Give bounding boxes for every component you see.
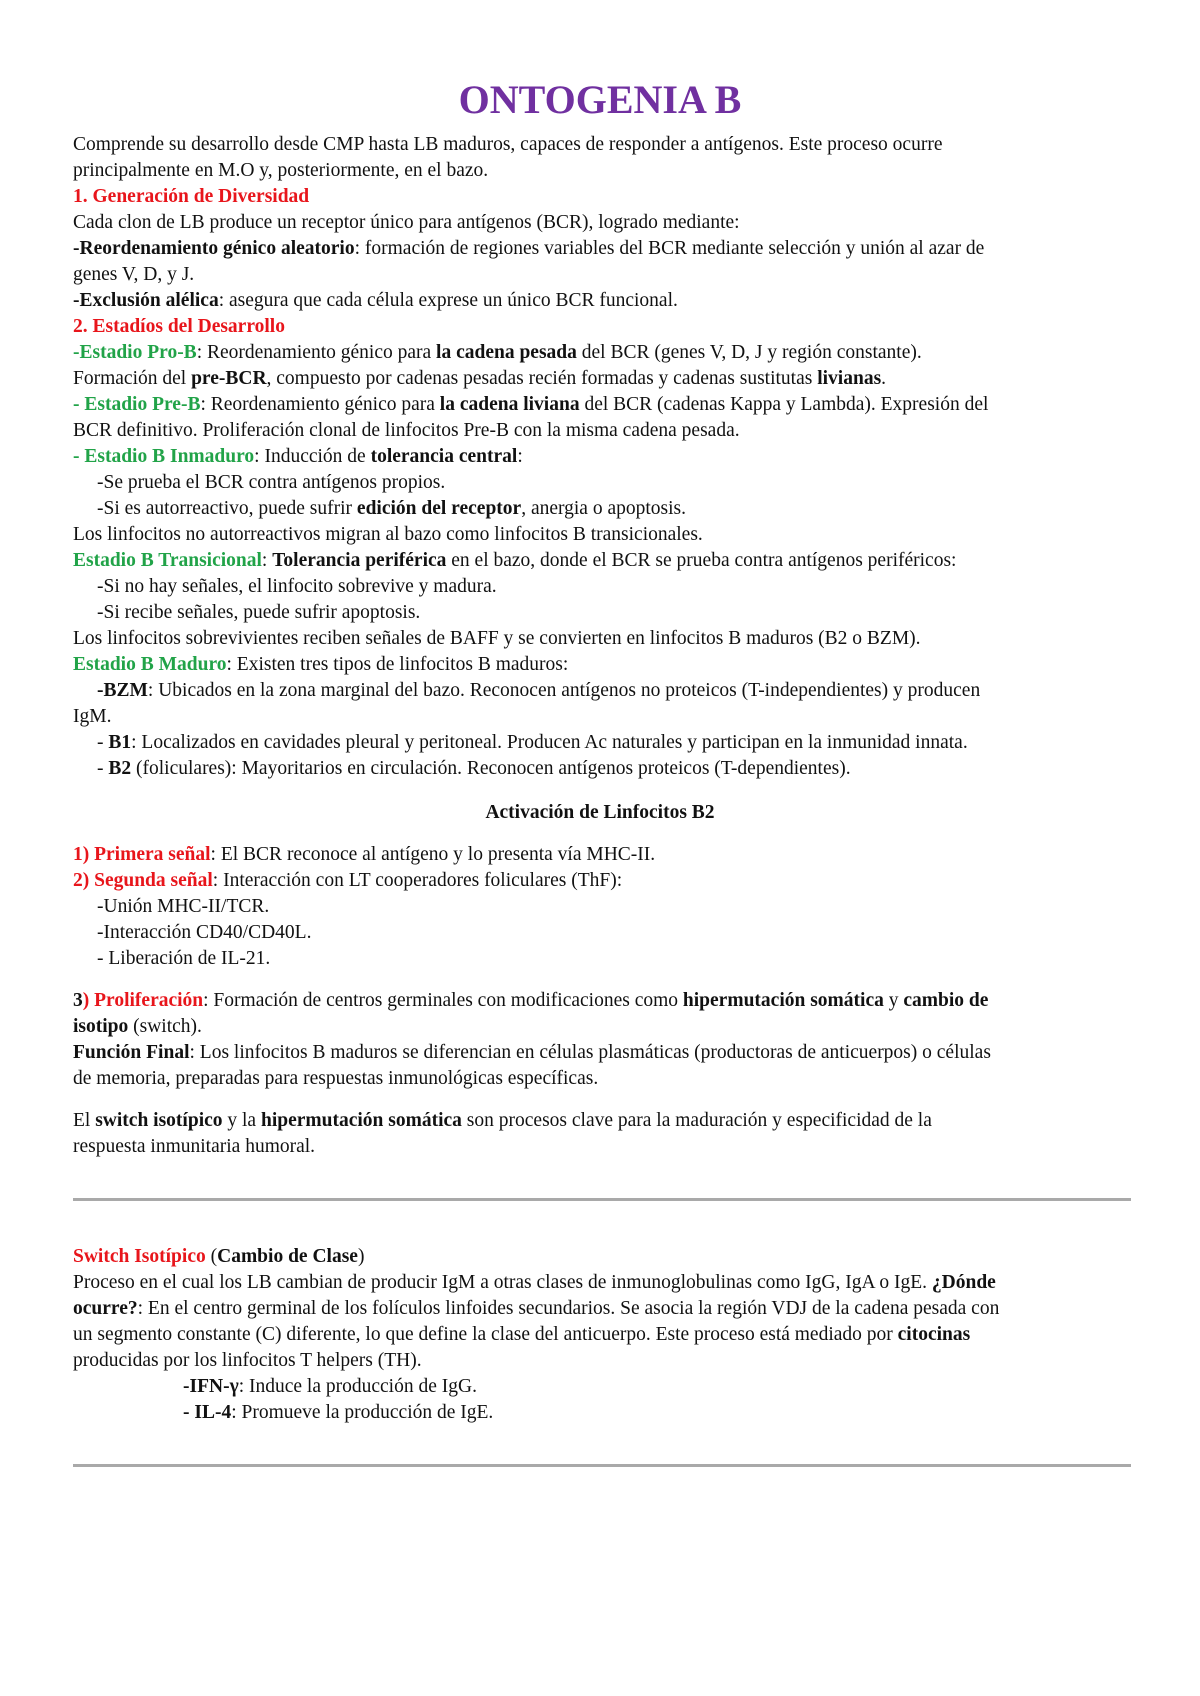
first-signal-text: : El BCR reconoce al antígeno y lo presenta vía MHC-II. (210, 844, 656, 865)
bzm-term: -BZM (97, 680, 148, 701)
livianas-term: livianas (817, 368, 882, 389)
mature-label: Estadio B Maduro (73, 654, 227, 675)
pre-bcr-text-3: . (881, 368, 887, 389)
immature-sub-1: -Se prueba el BCR contra antígenos propios. (97, 472, 446, 493)
il4-line (183, 1400, 493, 1426)
exclusion-term: -Exclusión alélica (73, 290, 219, 311)
first-signal-label: 1) Primera señal (73, 844, 211, 865)
ifn-line (183, 1374, 477, 1400)
diversity-line-1: Cada clon de LB produce un receptor único para antígenos (BCR), logrado mediante: (73, 212, 740, 233)
transitional-line (73, 548, 956, 574)
switch-line-1 (73, 1270, 996, 1296)
proliferation-text-1: : Formación de centros germinales con modificaciones como (203, 990, 683, 1011)
proliferation-line (73, 988, 988, 1014)
class-change-heading: Cambio de Clase (217, 1246, 358, 1267)
pro-b-dash: - (73, 342, 80, 363)
final-function-line (73, 1040, 991, 1066)
switch-paren-open: ( (205, 1246, 218, 1267)
proliferation-label: ) Proliferación (82, 990, 204, 1011)
intro-line-1: Comprende su desarrollo desde CMP hasta LB maduros, capaces de responder a antígenos. Este proceso ocurre (73, 134, 943, 155)
second-signal-text: : Interacción con LT cooperadores foliculares (ThF): (212, 870, 623, 891)
activation-heading (0, 800, 1200, 826)
proliferation-text-3: (switch). (128, 1016, 202, 1037)
final-function-text: : Los linfocitos B maduros se diferencian en células plasmáticas (productoras de anticuerpos) o células (189, 1042, 991, 1063)
pre-b-term: la cadena liviana (439, 394, 580, 415)
horizontal-rule-2 (73, 1464, 1131, 1467)
peripheral-tolerance-term: Tolerancia periférica (272, 550, 447, 571)
pro-b-line (73, 340, 922, 366)
switch-paren-close: ) (357, 1246, 365, 1267)
switch-heading (73, 1244, 364, 1270)
bzm-line (97, 678, 980, 704)
proliferation-number: 3 (73, 990, 83, 1011)
mature-line (73, 652, 568, 678)
pre-bcr-line (73, 366, 886, 392)
b2-dash: - (97, 758, 109, 779)
first-signal-line (73, 842, 655, 868)
second-signal-sub-1: -Unión MHC-II/TCR. (97, 896, 270, 917)
immature-text-2: : (517, 446, 523, 467)
central-tolerance-term: tolerancia central (370, 446, 518, 467)
bzm-line-2: IgM. (73, 706, 112, 727)
switch-line-2-text: : En el centro germinal de los folículos linfoides secundarios. Se asocia la región VDJ de la cadena pesada con (137, 1298, 1000, 1319)
switch-term: switch isotípico (95, 1110, 223, 1131)
pro-b-text-1: : Reordenamiento génico para (196, 342, 437, 363)
b2-term: B2 (108, 758, 132, 779)
second-signal-sub-3: - Liberación de IL-21. (97, 948, 271, 969)
reordering-line-2: genes V, D, y J. (73, 264, 195, 285)
immature-text-1: : Inducción de (254, 446, 371, 467)
immature-label: Estadio B Inmaduro (84, 446, 255, 467)
switch-line-1-text: Proceso en el cual los LB cambian de producir IgM a otras clases de inmunoglobulinas como IgG, IgA o IgE. (73, 1272, 932, 1293)
pre-b-label: - Estadio Pre-B (73, 394, 201, 415)
reordering-line (73, 236, 984, 262)
second-signal-line (73, 868, 622, 894)
section-heading-diversity: 1. Generación de Diversidad (73, 186, 310, 207)
bzm-text: : Ubicados en la zona marginal del bazo. Reconocen antígenos no proteicos (T-independientes) y producen (147, 680, 981, 701)
pro-b-label: Estadio Pro-B (79, 342, 197, 363)
immature-sub-2 (97, 496, 686, 522)
switch-line-4: producidas por los linfocitos T helpers (TH). (73, 1350, 422, 1371)
immature-sub-2-text-2: , anergia o apoptosis. (521, 498, 687, 519)
conclusion-line (73, 1108, 932, 1134)
il4-text: : Promueve la producción de IgE. (231, 1402, 494, 1423)
mature-text: : Existen tres tipos de linfocitos B maduros: (226, 654, 569, 675)
where-term: ¿Dónde (931, 1272, 996, 1293)
reordering-text: : formación de regiones variables del BCR mediante selección y unión al azar de (354, 238, 985, 259)
pre-bcr-term: pre-BCR (191, 368, 267, 389)
pro-b-text-2: del BCR (genes V, D, J y región constante). (576, 342, 922, 363)
transitional-sub-2: -Si recibe señales, puede sufrir apoptosis. (97, 602, 421, 623)
isotype-term: isotipo (73, 1016, 129, 1037)
transitional-text-1: : (261, 550, 273, 571)
second-signal-label: 2) Segunda señal (73, 870, 213, 891)
receptor-editing-term: edición del receptor (356, 498, 522, 519)
conclusion-line-2: respuesta inmunitaria humoral. (73, 1136, 316, 1157)
b1-text: : Localizados en cavidades pleural y peritoneal. Producen Ac naturales y participan en la inmunidad innata. (131, 732, 968, 753)
immature-line (73, 444, 523, 470)
somatic-hypermutation-term: hipermutación somática (260, 1110, 462, 1131)
reordering-term: -Reordenamiento génico aleatorio (73, 238, 355, 259)
final-function-line-2: de memoria, preparadas para respuestas inmunológicas específicas. (73, 1068, 599, 1089)
conclusion-text-3: son procesos clave para la maduración y especificidad de la (461, 1110, 932, 1131)
proliferation-text-2: y (883, 990, 904, 1011)
switch-line-3 (73, 1322, 970, 1348)
switch-line-2 (73, 1296, 999, 1322)
cytokines-term: citocinas (897, 1324, 971, 1345)
pre-b-line-2: BCR definitivo. Proliferación clonal de linfocitos Pre-B con la misma cadena pesada. (73, 420, 740, 441)
intro-line-2: principalmente en M.O y, posteriormente, en el bazo. (73, 160, 489, 181)
activation-heading-text: Activación de Linfocitos B2 (485, 802, 715, 823)
proliferation-line-2 (73, 1014, 202, 1040)
pre-bcr-text-2: , compuesto por cadenas pesadas recién formadas y cadenas sustitutas (266, 368, 818, 389)
switch-label: Switch Isotípico (73, 1246, 206, 1267)
b2-line (97, 756, 851, 782)
final-function-term: Función Final (73, 1042, 190, 1063)
section-heading-stages: 2. Estadíos del Desarrollo (73, 316, 285, 337)
document-title: ONTOGENIA B (458, 77, 742, 122)
b1-term: B1 (108, 732, 132, 753)
pre-b-line (73, 392, 988, 418)
b2-text: (foliculares): Mayoritarios en circulación. Reconocen antígenos proteicos (T-dependientes). (131, 758, 851, 779)
exclusion-text: : asegura que cada célula exprese un único BCR funcional. (218, 290, 678, 311)
class-change-term: cambio de (903, 990, 989, 1011)
b1-line (97, 730, 968, 756)
transitional-after: Los linfocitos sobrevivientes reciben señales de BAFF y se convierten en linfocitos B maduros (B2 o BZM). (73, 628, 921, 649)
conclusion-text-2: y la (222, 1110, 261, 1131)
conclusion-text-1: El (73, 1110, 96, 1131)
pre-b-text-2: del BCR (cadenas Kappa y Lambda). Expresión del (579, 394, 989, 415)
il4-term: - IL-4 (183, 1402, 232, 1423)
immature-sub-2-text-1: -Si es autorreactivo, puede sufrir (97, 498, 357, 519)
immature-dash: - (73, 446, 85, 467)
occurs-term: ocurre? (73, 1298, 138, 1319)
transitional-sub-1: -Si no hay señales, el linfocito sobrevive y madura. (97, 576, 497, 597)
pre-bcr-text-1: Formación del (73, 368, 192, 389)
transitional-text-2: en el bazo, donde el BCR se prueba contra antígenos periféricos: (446, 550, 957, 571)
pre-b-text-1: : Reordenamiento génico para (200, 394, 440, 415)
b1-dash: - (97, 732, 109, 753)
second-signal-sub-2: -Interacción CD40/CD40L. (97, 922, 312, 943)
ifn-term: -IFN-γ (183, 1376, 239, 1397)
horizontal-rule-1 (73, 1198, 1131, 1201)
transitional-label: Estadio B Transicional (73, 550, 262, 571)
ifn-text: : Induce la producción de IgG. (238, 1376, 477, 1397)
switch-line-3-text: un segmento constante (C) diferente, lo que define la clase del anticuerpo. Este proceso está mediado por (73, 1324, 898, 1345)
pro-b-term: la cadena pesada (436, 342, 577, 363)
hypermutation-term: hipermutación somática (682, 990, 884, 1011)
immature-after: Los linfocitos no autorreactivos migran al bazo como linfocitos B transicionales. (73, 524, 703, 545)
exclusion-line (73, 288, 678, 314)
